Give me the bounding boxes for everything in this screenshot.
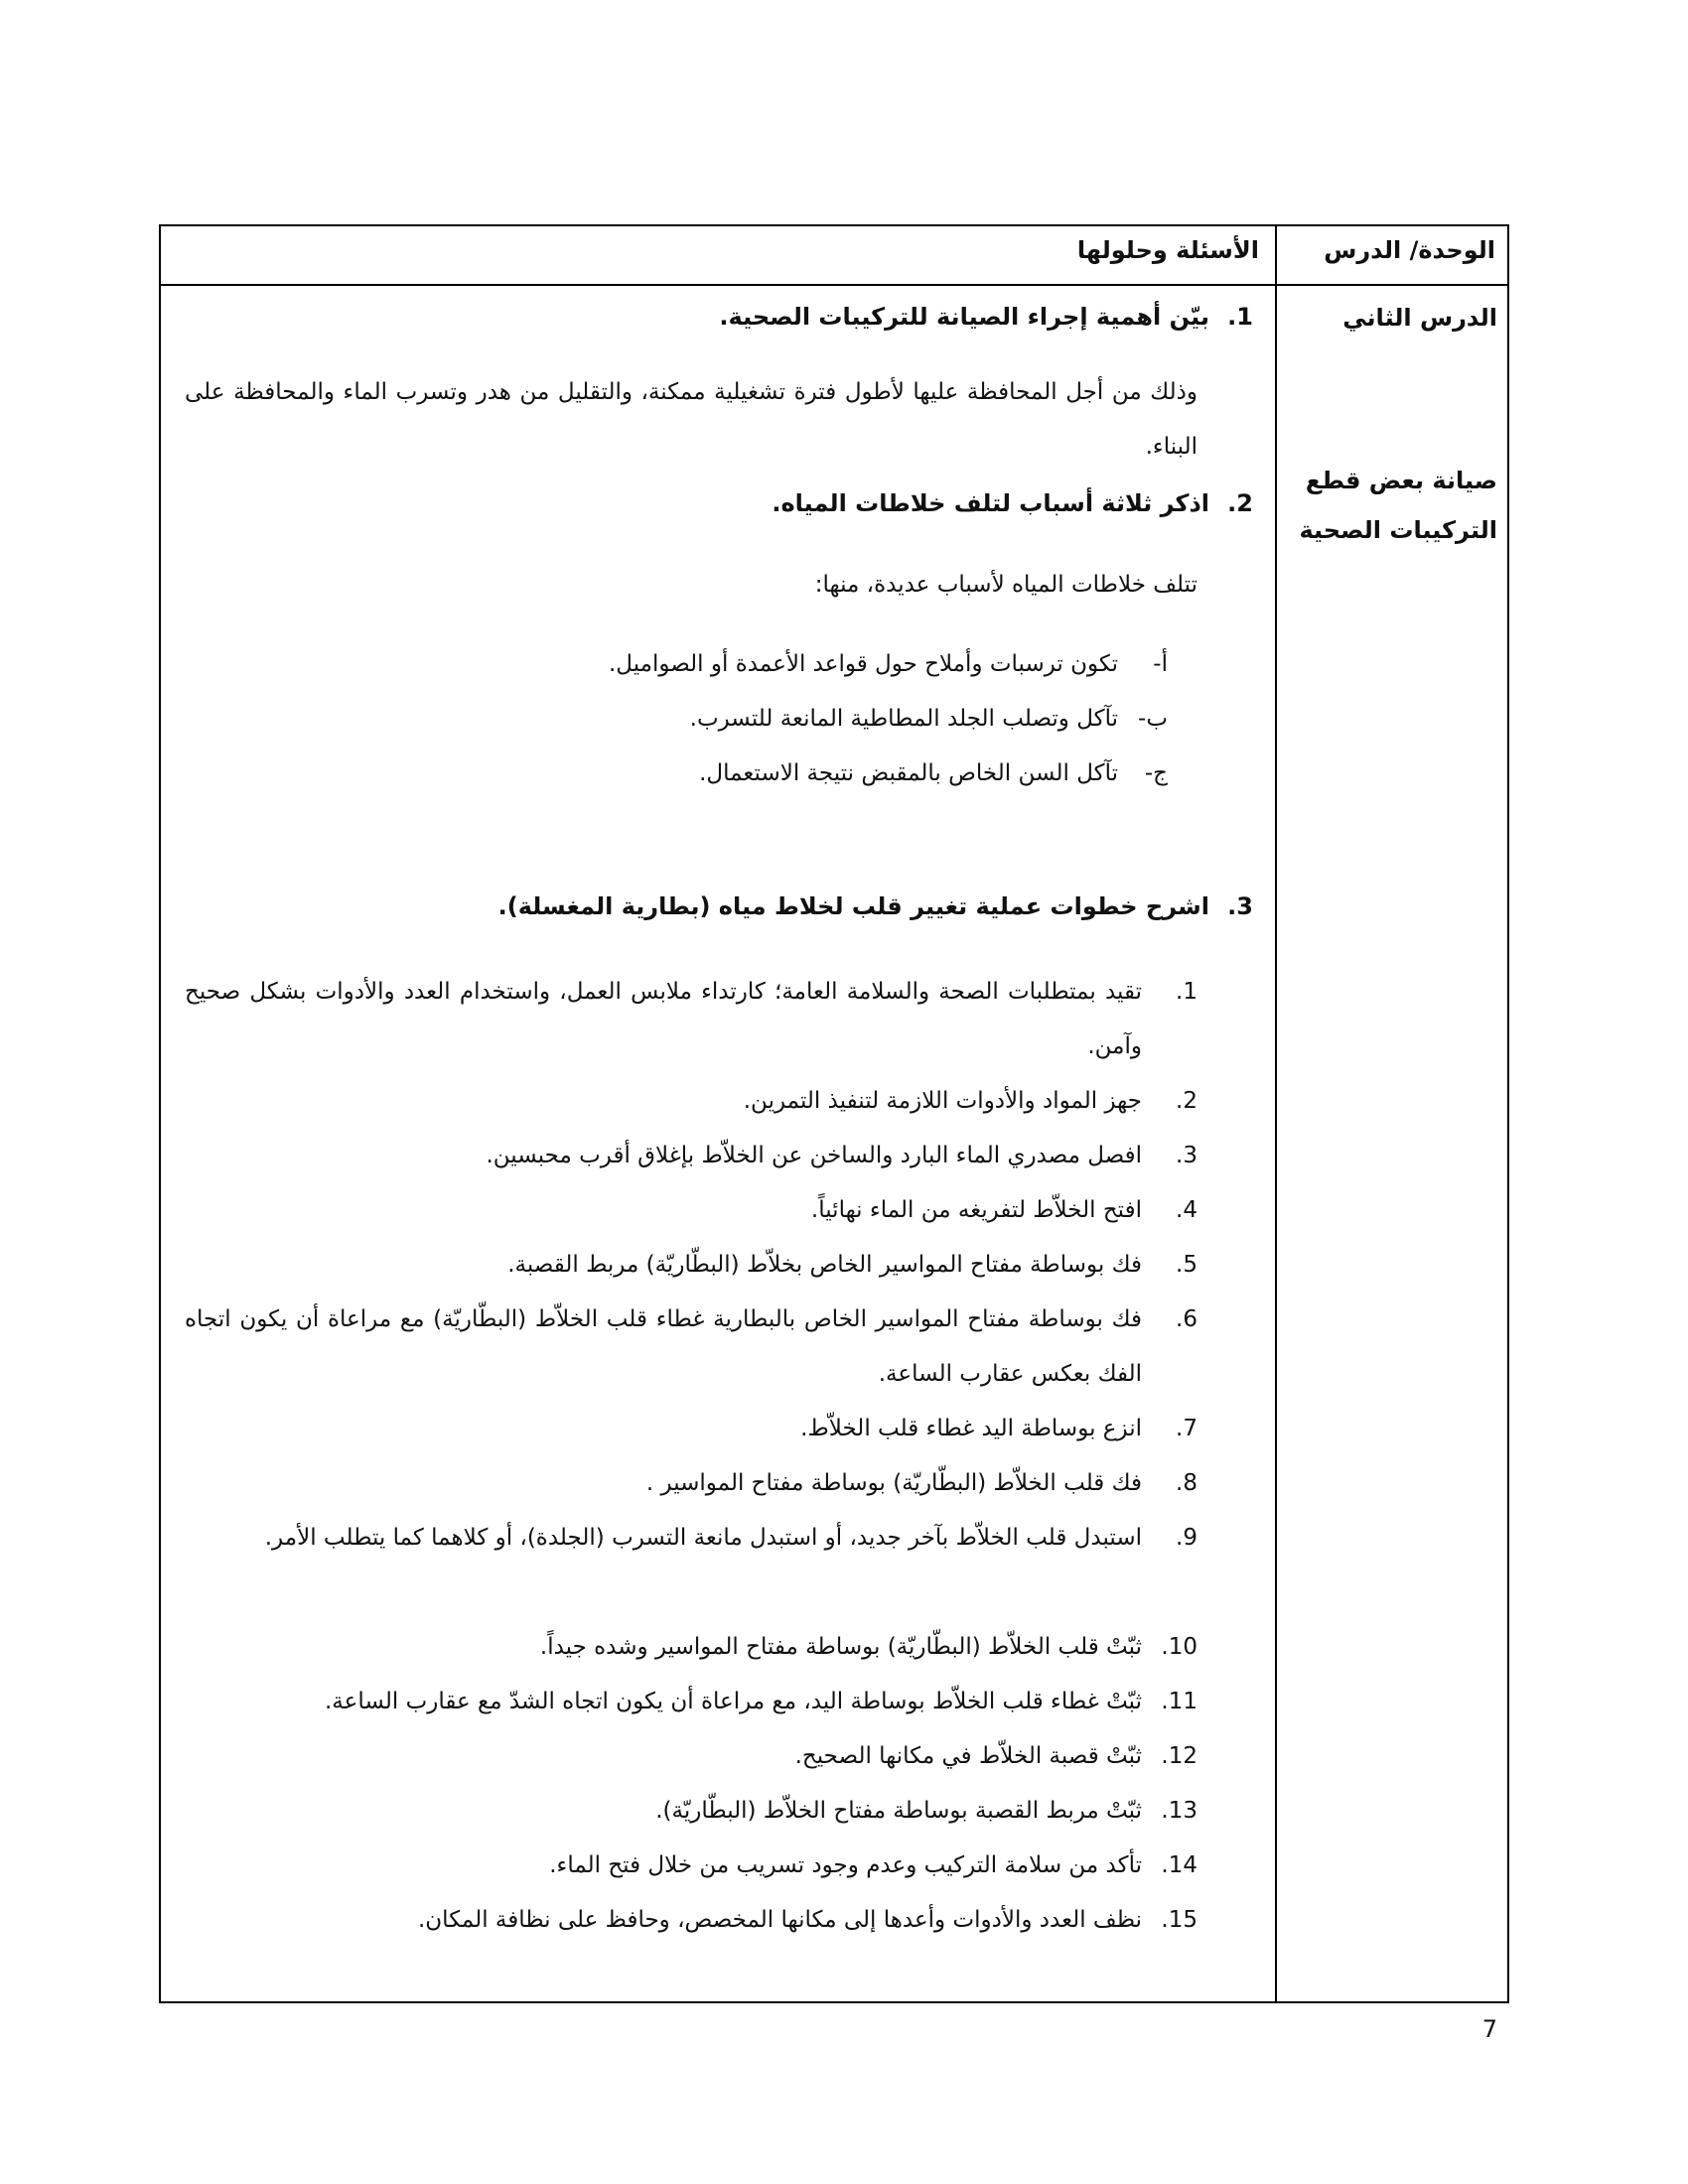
answer-2-intro: تتلف خلاطات المياه لأسباب عديدة، منها: <box>814 572 1197 598</box>
step-text: ثبّتْ قلب الخلاّط (البطّاريّة) بوساطة مفتاح المواسير وشده جيداً. <box>539 1634 1142 1660</box>
step-number: 3. <box>1176 1143 1197 1168</box>
step-text: انزع بوساطة اليد غطاء قلب الخلاّط. <box>800 1416 1142 1441</box>
list-item <box>185 637 1168 692</box>
step-item <box>185 1620 1197 1675</box>
step-item <box>185 1402 1197 1456</box>
step-number: 6. <box>1176 1306 1197 1332</box>
step-text: افصل مصدري الماء البارد والساخن عن الخلاّط بإغلاق أقرب محبسين. <box>486 1143 1142 1168</box>
step-number: 12. <box>1161 1743 1197 1769</box>
step-text: استبدل قلب الخلاّط بآخر جديد، أو استبدل مانعة التسرب (الجلدة)، أو كلاهما كما يتطلب الأمر. <box>264 1525 1142 1551</box>
question-1 <box>185 290 1253 344</box>
header-questions: الأسئلة وحلولها <box>1076 236 1259 264</box>
step-number: 11. <box>1161 1689 1197 1714</box>
lesson-title-line2: التركيبات الصحية <box>1299 516 1497 544</box>
step-number: 2. <box>1176 1088 1197 1114</box>
column-divider <box>1275 226 1277 2001</box>
step-item <box>185 1074 1197 1129</box>
header-divider <box>161 284 1507 286</box>
step-text: ثبّتْ غطاء قلب الخلاّط بوساطة اليد، مع مراعاة أن يكون اتجاه الشدّ مع عقارب الساعة. <box>324 1689 1142 1714</box>
step-text: فك بوساطة مفتاح المواسير الخاص بالبطارية غطاء قلب الخلاّط (البطّاريّة) مع مراعاة أن يكون اتجاه الفك بعكس عقارب الساعة. <box>185 1306 1142 1387</box>
list-item <box>185 747 1168 801</box>
header-unit-lesson: الوحدة/ الدرس <box>1324 236 1495 264</box>
step-number: 13. <box>1161 1798 1197 1824</box>
list-marker: ب- <box>1138 706 1168 732</box>
step-number: 14. <box>1161 1852 1197 1878</box>
step-text: ثبّتْ مربط القصبة بوساطة مفتاح الخلاّط (البطّاريّة). <box>655 1798 1142 1824</box>
step-number: 10. <box>1161 1634 1197 1660</box>
step-item <box>185 1839 1197 1893</box>
step-item <box>185 1675 1197 1729</box>
list-marker: ج- <box>1144 760 1168 786</box>
step-number: 1. <box>1176 979 1197 1005</box>
step-number: 8. <box>1176 1470 1197 1496</box>
step-text: فك بوساطة مفتاح المواسير الخاص بخلاّط (البطّاريّة) مربط القصبة. <box>507 1252 1142 1278</box>
step-item <box>185 1893 1197 1948</box>
question-number: 3. <box>1227 892 1253 920</box>
list-item-text: تكون ترسبات وأملاح حول قواعد الأعمدة أو الصواميل. <box>608 651 1118 677</box>
lesson-title-line1: صيانة بعض قطع <box>1305 467 1497 494</box>
step-item <box>185 965 1197 1074</box>
list-marker: أ- <box>1153 651 1168 677</box>
question-number: 1. <box>1227 303 1253 331</box>
step-text: تقيد بمتطلبات الصحة والسلامة العامة؛ كارتداء ملابس العمل، واستخدام العدد والأدوات بشكل صحيح وآمن. <box>185 979 1142 1059</box>
question-3 <box>185 880 1253 934</box>
question-text: اذكر ثلاثة أسباب لتلف خلاطات المياه. <box>772 489 1209 517</box>
step-item <box>185 1293 1197 1402</box>
step-text: ثبّتْ قصبة الخلاّط في مكانها الصحيح. <box>794 1743 1142 1769</box>
step-number: 9. <box>1176 1525 1197 1551</box>
step-text: تأكد من سلامة التركيب وعدم وجود تسريب من خلال فتح الماء. <box>549 1852 1142 1878</box>
page-number: 7 <box>1481 2015 1497 2043</box>
list-item <box>185 692 1168 747</box>
answer-1: وذلك من أجل المحافظة عليها لأطول فترة تشغيلية ممكنة، والتقليل من هدر وتسرب الماء والمحافظة على البناء. <box>185 379 1197 460</box>
list-item-text: تآكل السن الخاص بالمقبض نتيجة الاستعمال. <box>699 760 1118 786</box>
step-item <box>185 1784 1197 1839</box>
step-item <box>185 1238 1197 1293</box>
question-2 <box>185 477 1253 531</box>
step-item <box>185 1729 1197 1784</box>
question-text: بيّن أهمية إجراء الصيانة للتركيبات الصحية. <box>719 303 1209 331</box>
lesson-table <box>159 224 1509 2003</box>
step-item <box>185 1511 1197 1566</box>
step-item <box>185 1456 1197 1511</box>
step-text: افتح الخلاّط لتفريغه من الماء نهائياً. <box>810 1197 1142 1223</box>
step-number: 15. <box>1161 1907 1197 1933</box>
lesson-number: الدرس الثاني <box>1342 304 1497 332</box>
question-text: اشرح خطوات عملية تغيير قلب لخلاط مياه (بطارية المغسلة). <box>497 892 1209 920</box>
step-item <box>185 1129 1197 1183</box>
step-text: فك قلب الخلاّط (البطّاريّة) بوساطة مفتاح المواسير . <box>645 1470 1142 1496</box>
step-number: 4. <box>1176 1197 1197 1223</box>
step-item <box>185 1183 1197 1238</box>
list-item-text: تآكل وتصلب الجلد المطاطية المانعة للتسرب. <box>689 706 1118 732</box>
step-text: نظف العدد والأدوات وأعدها إلى مكانها المخصص، وحافظ على نظافة المكان. <box>417 1907 1142 1933</box>
step-text: جهز المواد والأدوات اللازمة لتنفيذ التمرين. <box>743 1088 1142 1114</box>
step-number: 7. <box>1176 1416 1197 1441</box>
step-number: 5. <box>1176 1252 1197 1278</box>
question-number: 2. <box>1227 489 1253 517</box>
